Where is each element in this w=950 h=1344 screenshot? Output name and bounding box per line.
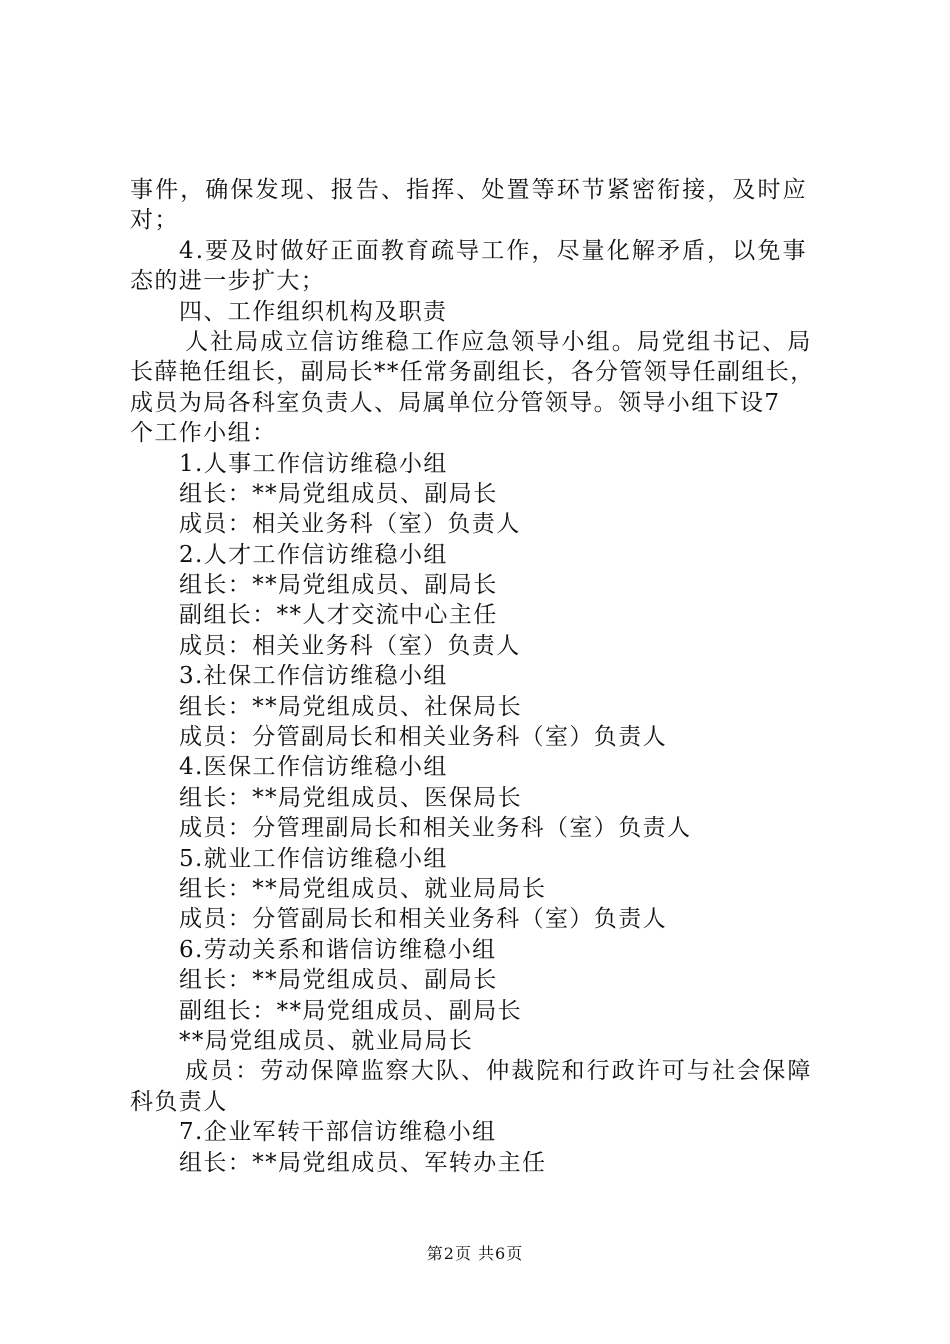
text-line: 成员：相关业务科（室）负责人	[179, 511, 521, 538]
page-footer: 第2页 共6页	[426, 1244, 524, 1263]
text-line: 副组长：**局党组成员、副局长	[179, 997, 522, 1024]
group-title: 6.劳动关系和谐信访维稳小组	[179, 936, 497, 963]
text-line: 组长：**局党组成员、副局长	[179, 572, 498, 599]
text-line: 组长：**局党组成员、社保局长	[179, 693, 522, 720]
text-line: 成员：劳动保障监察大队、仲裁院和行政许可与社会保障	[185, 1058, 813, 1085]
text-line: 科负责人	[130, 1088, 228, 1115]
text-line: 副组长：**人才交流中心主任	[179, 602, 498, 629]
document-body	[130, 175, 840, 1178]
group-title: 2.人才工作信访维稳小组	[179, 541, 448, 568]
group-title: 3.社保工作信访维稳小组	[179, 663, 448, 690]
text-line: 人社局成立信访维稳工作应急领导小组。局党组书记、局	[185, 328, 813, 355]
text-line: 事件，确保发现、报告、指挥、处置等环节紧密衔接，及时应	[130, 177, 808, 203]
text-line: 成员：分管副局长和相关业务科（室）负责人	[179, 724, 667, 751]
group-title: 7.企业军转干部信访维稳小组	[179, 1119, 497, 1146]
text-line: 成员为局各科室负责人、局属单位分管领导。领导小组下设7	[130, 389, 781, 416]
text-line: 成员：分管理副局长和相关业务科（室）负责人	[179, 815, 692, 842]
text-line: 成员：相关业务科（室）负责人	[179, 632, 521, 659]
text-line: 组长：**局党组成员、副局长	[179, 967, 498, 994]
section-heading: 四、工作组织机构及职责	[179, 298, 448, 325]
text-line: 组长：**局党组成员、就业局局长	[179, 875, 547, 902]
text-line: **局党组成员、就业局局长	[179, 1027, 474, 1054]
group-title: 1.人事工作信访维稳小组	[179, 450, 448, 477]
text-line: 长薛艳任组长，副局长**任常务副组长，各分管领导任副组长，	[130, 359, 815, 386]
text-line: 对；	[130, 207, 179, 234]
text-line: 4.要及时做好正面教育疏导工作，尽量化解矛盾，以免事	[179, 237, 808, 264]
text-line: 个工作小组：	[130, 420, 277, 447]
group-title: 4.医保工作信访维稳小组	[179, 754, 448, 781]
text-line: 组长：**局党组成员、军转办主任	[179, 1149, 547, 1176]
text-line: 态的进一步扩大；	[130, 268, 326, 295]
text-line: 组长：**局党组成员、副局长	[179, 480, 498, 507]
group-title: 5.就业工作信访维稳小组	[179, 845, 448, 872]
text-line: 组长：**局党组成员、医保局长	[179, 784, 522, 811]
text-line: 成员：分管副局长和相关业务科（室）负责人	[179, 906, 667, 933]
